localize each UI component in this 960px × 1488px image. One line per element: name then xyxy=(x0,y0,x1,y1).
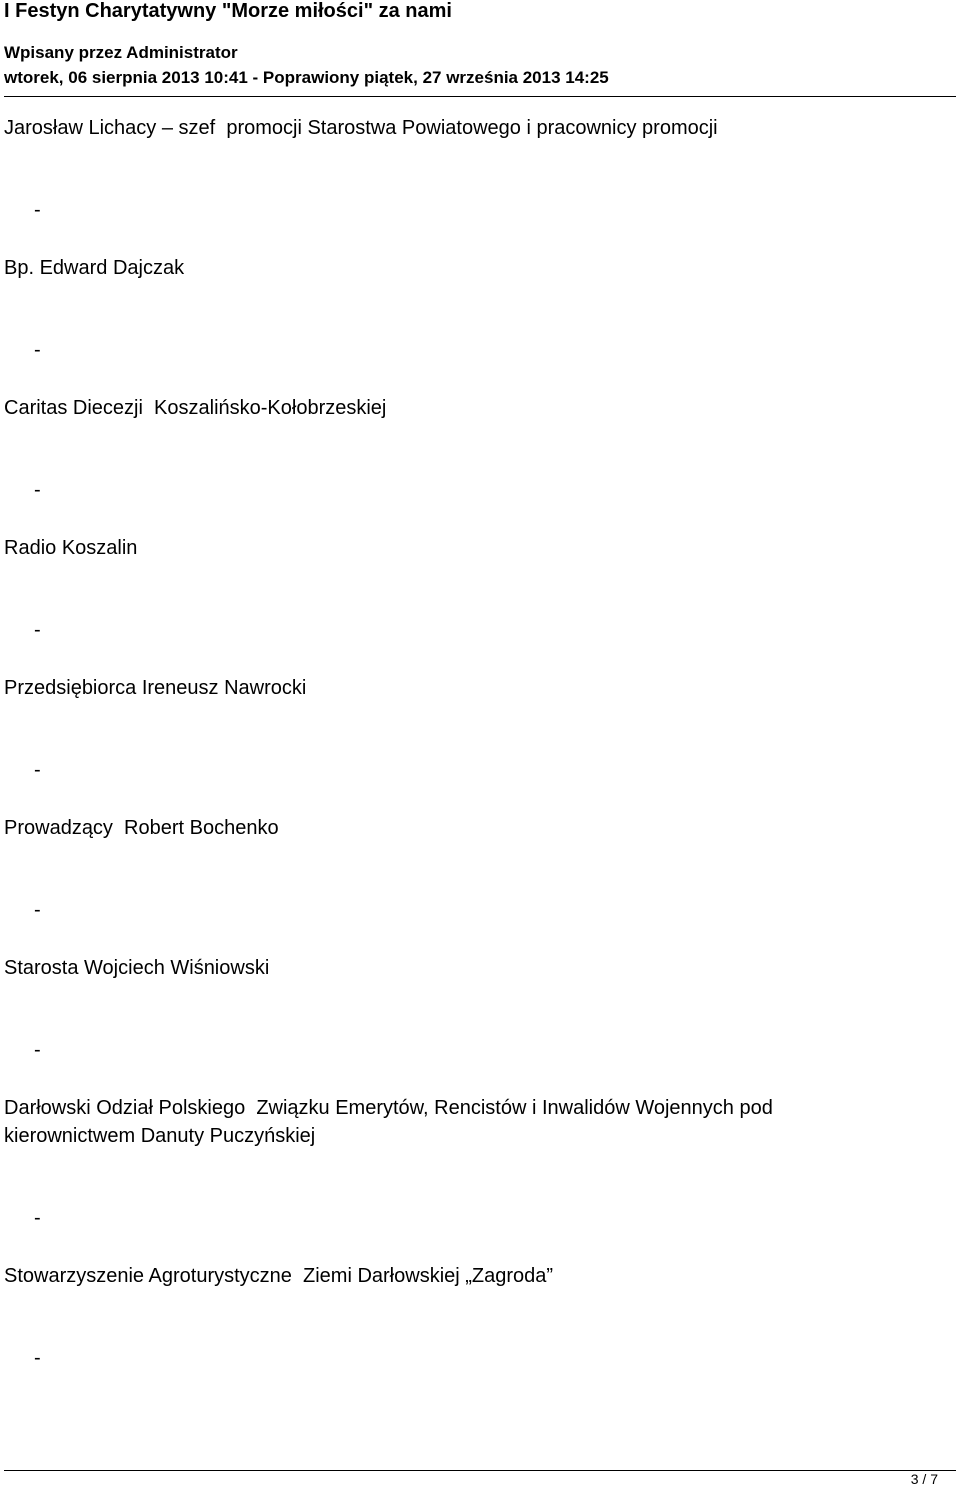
separator-dash: - xyxy=(34,339,41,361)
author-line: Wpisany przez Administrator xyxy=(4,43,238,62)
entry-zwiazek-emerytow-line2: kierownictwem Danuty Puczyńskiej xyxy=(4,1125,316,1147)
entry-caritas: Caritas Diecezji Koszalińsko-Kołobrzeskiej xyxy=(4,397,387,419)
separator-dash: - xyxy=(34,1207,41,1229)
separator-dash: - xyxy=(34,1039,41,1061)
entry-wojciech-wisniowski: Starosta Wojciech Wiśniowski xyxy=(4,957,270,979)
entry-bp-edward-dajczak: Bp. Edward Dajczak xyxy=(4,257,185,279)
entry-ireneusz-nawrocki: Przedsiębiorca Ireneusz Nawrocki xyxy=(4,677,307,699)
separator-dash: - xyxy=(34,619,41,641)
dates-line: wtorek, 06 sierpnia 2013 10:41 - Poprawiony piątek, 27 września 2013 14:25 xyxy=(4,68,609,87)
separator-dash: - xyxy=(34,199,41,221)
entry-zwiazek-emerytow-line1: Darłowski Odział Polskiego Związku Emerytów, Rencistów i Inwalidów Wojennych pod xyxy=(4,1097,773,1119)
separator-dash: - xyxy=(34,1347,41,1369)
footer-divider xyxy=(4,1470,956,1471)
entry-radio-koszalin: Radio Koszalin xyxy=(4,537,138,559)
entry-robert-bochenko: Prowadzący Robert Bochenko xyxy=(4,817,279,839)
article-title: I Festyn Charytatywny "Morze miłości" za nami xyxy=(4,0,452,22)
separator-dash: - xyxy=(34,899,41,921)
separator-dash: - xyxy=(34,479,41,501)
page-indicator: 3 / 7 xyxy=(910,1471,938,1487)
header-divider xyxy=(4,96,956,97)
separator-dash: - xyxy=(34,759,41,781)
entry-zagroda: Stowarzyszenie Agroturystyczne Ziemi Darłowskiej „Zagroda” xyxy=(4,1265,554,1287)
entry-jaroslaw-lichacy: Jarosław Lichacy – szef promocji Starostwa Powiatowego i pracownicy promocji xyxy=(4,117,718,139)
